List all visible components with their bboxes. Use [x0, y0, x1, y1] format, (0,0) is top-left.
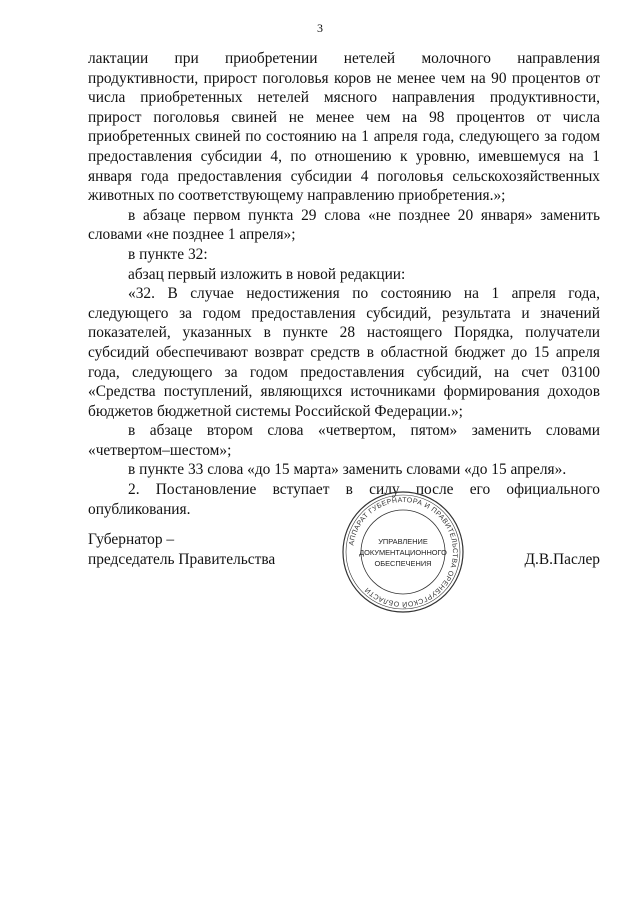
signatory-position: [88, 530, 275, 569]
paragraph-4: абзац первый изложить в новой редакции:: [128, 265, 406, 283]
paragraph-2: в абзаце первом пункта 29 слова «не позднее 20 января» заменить словами «не позднее 1 апреля»;: [88, 206, 600, 244]
seal-line-2: ДОКУМЕНТАЦИОННОГО: [359, 548, 447, 557]
paragraph-6: в абзаце втором слова «четвертом, пятом» заменить словами «четвертом–шестом»;: [88, 422, 600, 459]
position-line-2: председатель Правительства: [88, 550, 276, 568]
paragraph-8: 2. Постановление вступает в силу после его официального опубликования.: [88, 481, 600, 518]
signatory-name: Д.В.Паслер: [524, 550, 600, 568]
seal-line-3: ОБЕСПЕЧЕНИЯ: [374, 559, 432, 568]
paragraph-3: в пункте 32:: [128, 245, 208, 263]
position-line-1: Губернатор –: [88, 531, 175, 548]
paragraph-1: лактации при приобретении нетелей молочного направления продуктивности, прирост поголовья коров не менее чем на 90 процентов от числа приобретенных нетелей мясного направления продуктивности, прирост поголовья свиней не менее чем на 98 процентов от числа приобретенных свиней по состоянию на 1 апреля года, следующего за годом предоставления субсидии 4, по отношению к уровню, имевшемуся на 1 января года предоставления субсидии 4 поголовья сельскохозяйственных животных по соответствующему направлению приобретения.»;: [88, 50, 600, 205]
paragraph-7: в пункте 33 слова «до 15 марта» заменить словами «до 15 апреля».: [128, 461, 567, 479]
seal-ring-text: АППАРАТ ГУБЕРНАТОРА И ПРАВИТЕЛЬСТВА ОРЕНБУРГСКОЙ ОБЛАСТИ: [348, 496, 459, 608]
page-number: 3: [317, 21, 323, 35]
document-body: [88, 49, 600, 519]
paragraph-5: «32. В случае недостижения по состоянию на 1 апреля года, следующего за годом предоставления субсидий, результата и значений показателей, указанных в пункте 28 настоящего Порядка, получатели субсидий обеспечивают возврат средств в областной бюджет до 15 апреля года, следующего за годом предоставления субсидий, на счет 03100 «Средства поступлений, являющихся источниками формирования доходов бюджетов бюджетной системы Российской Федерации.»;: [88, 285, 600, 420]
official-seal-stamp: [340, 489, 466, 615]
seal-line-1: УПРАВЛЕНИЕ: [378, 537, 428, 546]
